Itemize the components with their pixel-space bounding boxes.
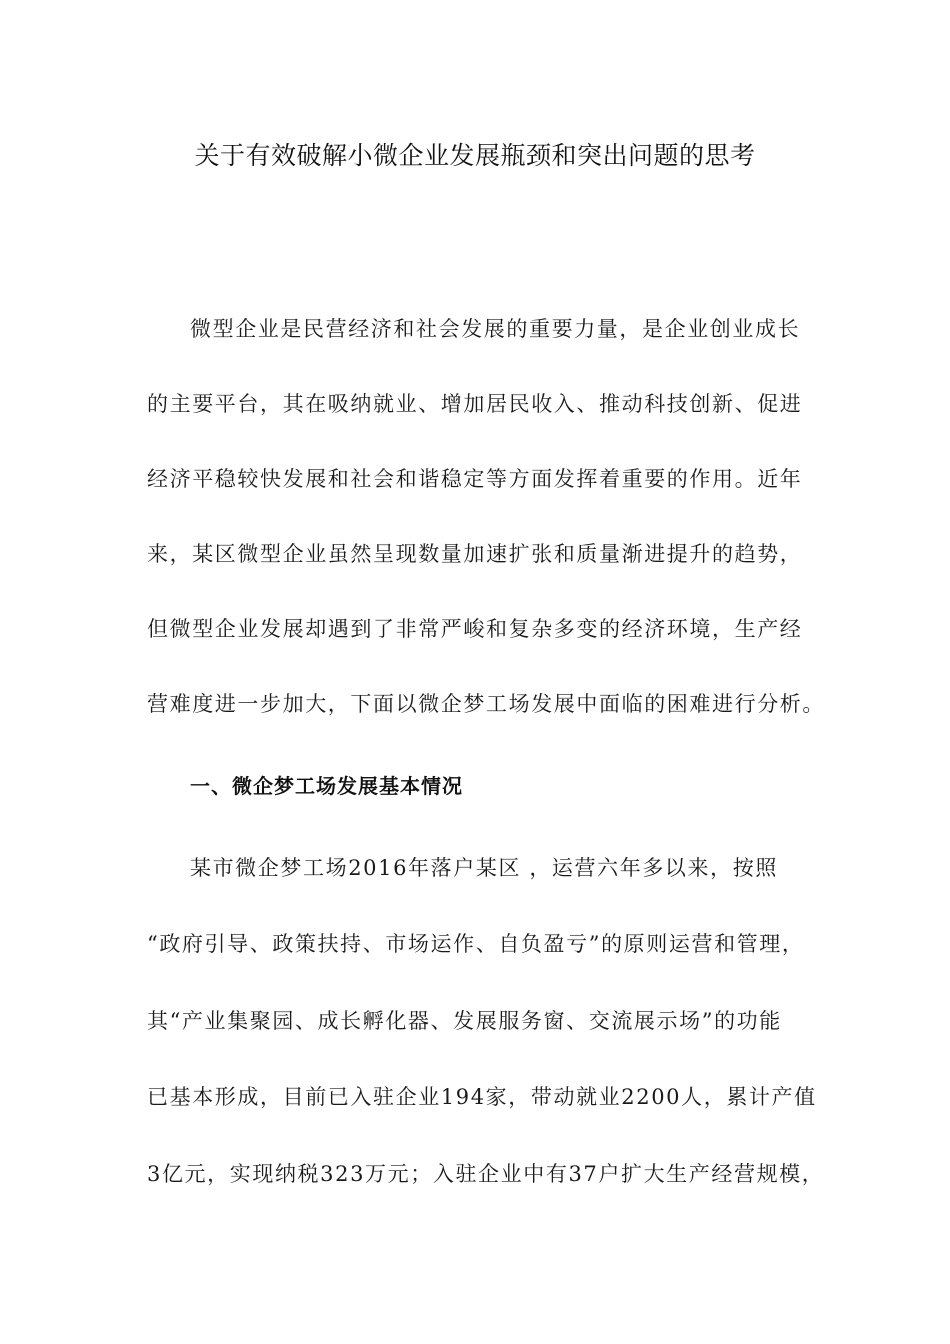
paragraph-line: 微型企业是民营经济和社会发展的重要力量，是企业创业成长 — [190, 317, 801, 341]
paragraph-line: “政府引导、政策扶持、市场运作、自负盈亏”的原则运营和管理， — [147, 932, 805, 956]
paragraph-line: 但微型企业发展却遇到了非常严峻和复杂多变的经济环境，生产经 — [147, 617, 803, 641]
paragraph-line: 来，某区微型企业虽然呈现数量加速扩张和质量渐进提升的趋势， — [147, 542, 803, 566]
paragraph-line: 其“产业集聚园、成长孵化器、发展服务窗、交流展示场”的功能 — [147, 1009, 782, 1033]
document-title: 关于有效破解小微企业发展瓶颈和突出问题的思考 — [194, 141, 756, 170]
paragraph-line: 营难度进一步加大，下面以微企梦工场发展中面临的困难进行分析。 — [147, 692, 825, 716]
paragraph-line: 3亿元，实现纳税323万元；入驻企业中有37户扩大生产经营规模， — [147, 1162, 825, 1186]
paragraph-line: 的主要平台，其在吸纳就业、增加居民收入、推动科技创新、促进 — [147, 392, 803, 416]
section-heading: 一、微企梦工场发展基本情况 — [190, 774, 463, 798]
paragraph-line: 经济平稳较快发展和社会和谐稳定等方面发挥着重要的作用。近年 — [147, 467, 803, 491]
paragraph-line: 已基本形成，目前已入驻企业194家，带动就业2200人，累计产值 — [147, 1085, 817, 1109]
paragraph-line: 某市微企梦工场2016年落户某区 ，运营六年多以来，按照 — [190, 856, 778, 880]
